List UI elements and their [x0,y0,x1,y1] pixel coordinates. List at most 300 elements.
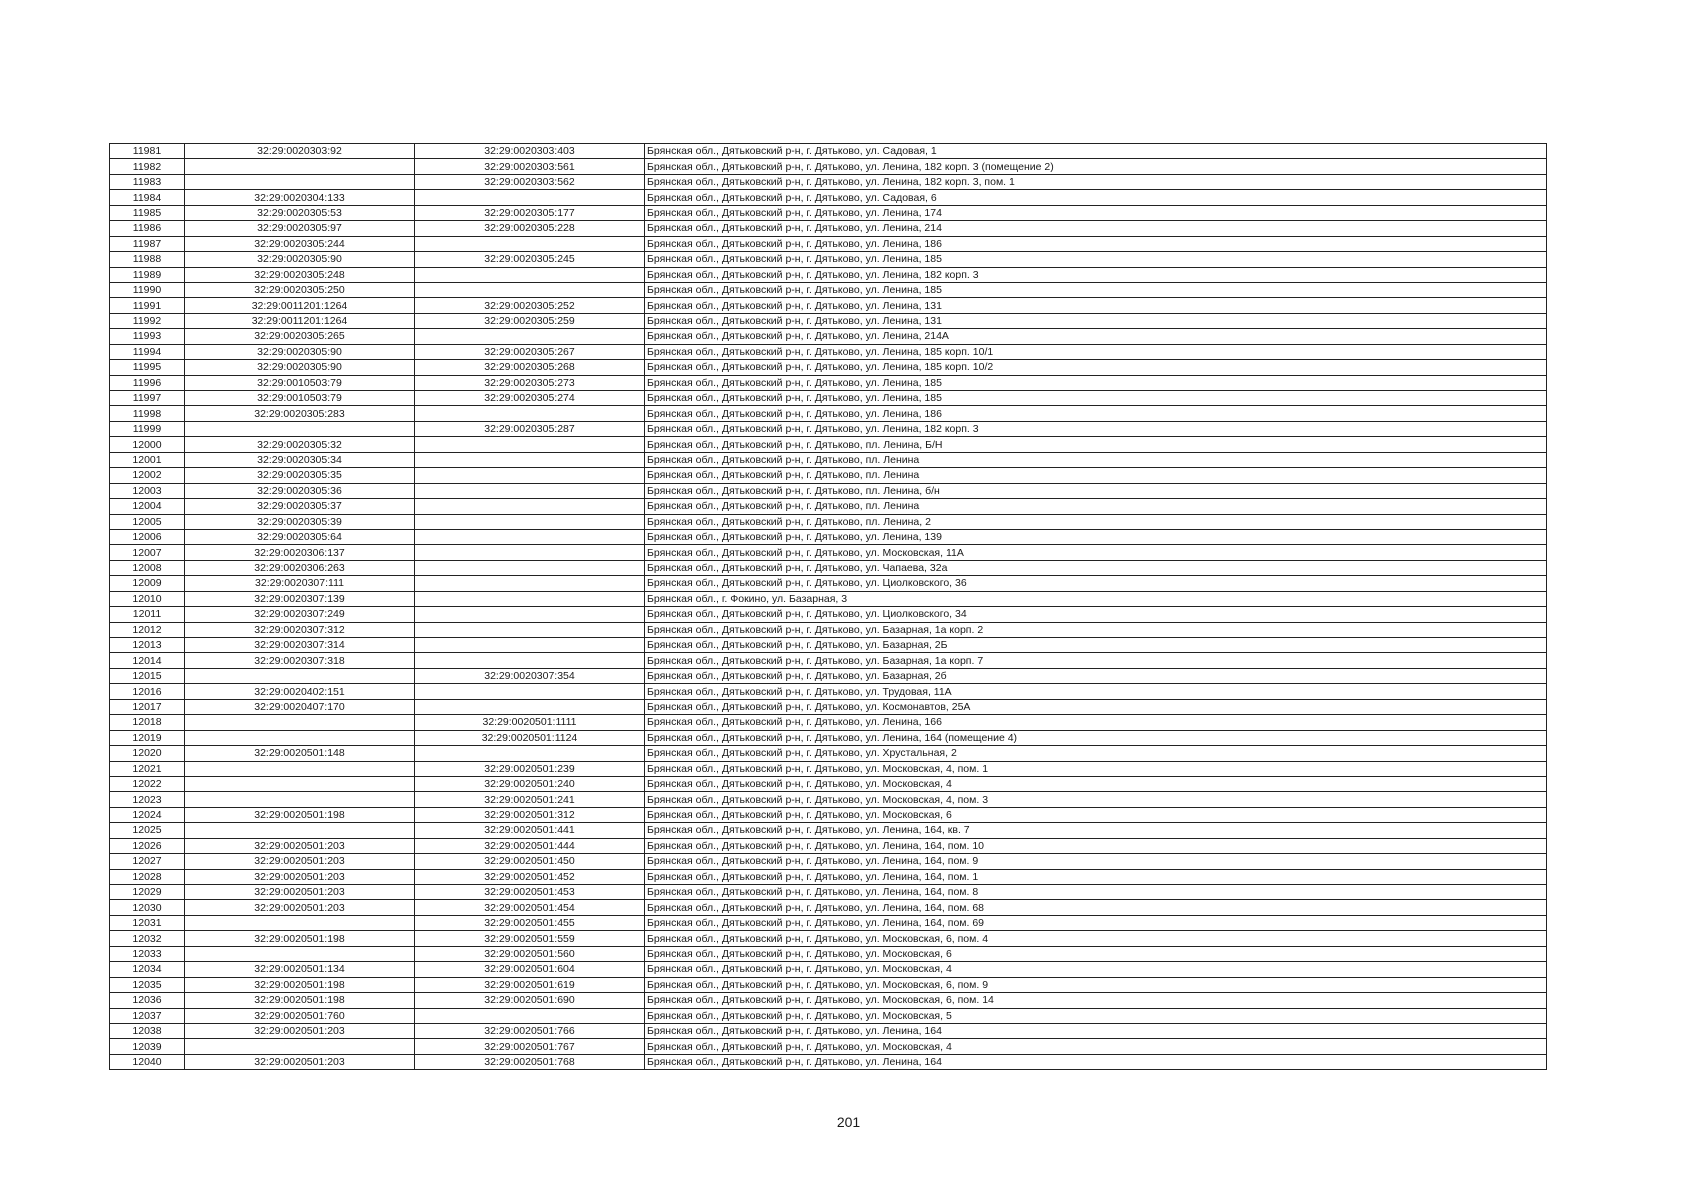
table-row [110,252,1547,267]
land-cadastral-number-cell: 32:29:0020305:32 [185,437,415,452]
address-cell: Брянская обл., Дятьковский р-н, г. Дятьково, ул. Ленина, 185 корп. 10/2 [645,360,1547,375]
land-cadastral-number-cell [185,792,415,807]
land-cadastral-number-cell [185,421,415,436]
row-number-cell: 11994 [110,344,185,359]
row-number-cell: 12024 [110,807,185,822]
address-cell: Брянская обл., Дятьковский р-н, г. Дятьково, ул. Хрустальная, 2 [645,746,1547,761]
address-cell: Брянская обл., Дятьковский р-н, г. Дятьково, ул. Ленина, 164, пом. 10 [645,838,1547,853]
row-number-cell: 12011 [110,607,185,622]
table-row [110,144,1547,159]
object-cadastral-number-cell [415,437,645,452]
object-cadastral-number-cell: 32:29:0020305:287 [415,421,645,436]
row-number-cell: 12007 [110,545,185,560]
object-cadastral-number-cell [415,406,645,421]
land-cadastral-number-cell: 32:29:0020307:111 [185,576,415,591]
table-row [110,962,1547,977]
object-cadastral-number-cell: 32:29:0020501:690 [415,993,645,1008]
page-number: 201 [836,1114,861,1130]
table-row [110,931,1547,946]
table-row [110,282,1547,297]
row-number-cell: 11988 [110,252,185,267]
table-row [110,190,1547,205]
row-number-cell: 11999 [110,421,185,436]
table-row [110,421,1547,436]
land-cadastral-number-cell [185,730,415,745]
row-number-cell: 12038 [110,1023,185,1038]
table-row [110,560,1547,575]
row-number-cell: 12021 [110,761,185,776]
table-row [110,915,1547,930]
land-cadastral-number-cell [185,915,415,930]
table-row [110,607,1547,622]
address-cell: Брянская обл., Дятьковский р-н, г. Дятьково, пл. Ленина [645,499,1547,514]
object-cadastral-number-cell: 32:29:0020501:444 [415,838,645,853]
table-row [110,1039,1547,1054]
row-number-cell: 11982 [110,159,185,174]
address-cell: Брянская обл., Дятьковский р-н, г. Дятьково, ул. Московская, 5 [645,1008,1547,1023]
row-number-cell: 11996 [110,375,185,390]
table-row [110,499,1547,514]
row-number-cell: 12023 [110,792,185,807]
land-cadastral-number-cell: 32:29:0020305:64 [185,529,415,544]
address-cell: Брянская обл., Дятьковский р-н, г. Дятьково, ул. Ленина, 131 [645,298,1547,313]
object-cadastral-number-cell: 32:29:0020501:454 [415,900,645,915]
land-cadastral-number-cell: 32:29:0020305:36 [185,483,415,498]
table-row [110,699,1547,714]
table-row [110,807,1547,822]
address-cell: Брянская обл., Дятьковский р-н, г. Дятьково, ул. Ленина, 164 [645,1054,1547,1069]
object-cadastral-number-cell [415,622,645,637]
object-cadastral-number-cell: 32:29:0020305:274 [415,391,645,406]
land-cadastral-number-cell [185,159,415,174]
land-cadastral-number-cell: 32:29:0020501:134 [185,962,415,977]
object-cadastral-number-cell: 32:29:0020501:450 [415,854,645,869]
row-number-cell: 12003 [110,483,185,498]
address-cell: Брянская обл., Дятьковский р-н, г. Дятьково, ул. Ленина, 164, пом. 68 [645,900,1547,915]
table-row [110,344,1547,359]
object-cadastral-number-cell: 32:29:0020305:245 [415,252,645,267]
row-number-cell: 11985 [110,205,185,220]
row-number-cell: 12018 [110,715,185,730]
table-row [110,360,1547,375]
object-cadastral-number-cell [415,576,645,591]
address-cell: Брянская обл., Дятьковский р-н, г. Дятьково, ул. Ленина, 164, пом. 9 [645,854,1547,869]
table-row [110,174,1547,189]
object-cadastral-number-cell [415,529,645,544]
table-row [110,205,1547,220]
table-row [110,854,1547,869]
address-cell: Брянская обл., Дятьковский р-н, г. Дятьково, ул. Ленина, 214 [645,221,1547,236]
table-row [110,437,1547,452]
object-cadastral-number-cell: 32:29:0020303:562 [415,174,645,189]
land-cadastral-number-cell: 32:29:0020402:151 [185,684,415,699]
row-number-cell: 12005 [110,514,185,529]
land-cadastral-number-cell: 32:29:0020306:263 [185,560,415,575]
address-cell: Брянская обл., Дятьковский р-н, г. Дятьково, ул. Космонавтов, 25А [645,699,1547,714]
land-cadastral-number-cell: 32:29:0020305:248 [185,267,415,282]
registry-table [109,143,1547,1070]
row-number-cell: 12009 [110,576,185,591]
address-cell: Брянская обл., Дятьковский р-н, г. Дятьково, ул. Московская, 6 [645,807,1547,822]
row-number-cell: 12028 [110,869,185,884]
object-cadastral-number-cell: 32:29:0020303:561 [415,159,645,174]
table-row [110,391,1547,406]
address-cell: Брянская обл., Дятьковский р-н, г. Дятьково, ул. Садовая, 1 [645,144,1547,159]
table-row [110,298,1547,313]
address-cell: Брянская обл., Дятьковский р-н, г. Дятьково, ул. Ленина, 185 [645,282,1547,297]
land-cadastral-number-cell: 32:29:0020305:34 [185,452,415,467]
object-cadastral-number-cell [415,499,645,514]
land-cadastral-number-cell: 32:29:0020501:203 [185,854,415,869]
object-cadastral-number-cell: 32:29:0020501:559 [415,931,645,946]
object-cadastral-number-cell [415,560,645,575]
land-cadastral-number-cell: 32:29:0020501:198 [185,807,415,822]
table-row [110,638,1547,653]
land-cadastral-number-cell: 32:29:0020501:203 [185,1054,415,1069]
row-number-cell: 12039 [110,1039,185,1054]
table-row [110,1023,1547,1038]
address-cell: Брянская обл., Дятьковский р-н, г. Дятьково, ул. Чапаева, 32а [645,560,1547,575]
object-cadastral-number-cell: 32:29:0020303:403 [415,144,645,159]
table-row [110,684,1547,699]
object-cadastral-number-cell [415,483,645,498]
object-cadastral-number-cell [415,1008,645,1023]
land-cadastral-number-cell: 32:29:0020305:37 [185,499,415,514]
object-cadastral-number-cell: 32:29:0020307:354 [415,668,645,683]
row-number-cell: 12040 [110,1054,185,1069]
row-number-cell: 12016 [110,684,185,699]
land-cadastral-number-cell: 32:29:0020305:90 [185,344,415,359]
table-row [110,591,1547,606]
address-cell: Брянская обл., Дятьковский р-н, г. Дятьково, ул. Ленина, 185 [645,391,1547,406]
row-number-cell: 12029 [110,885,185,900]
row-number-cell: 12014 [110,653,185,668]
land-cadastral-number-cell: 32:29:0020305:97 [185,221,415,236]
row-number-cell: 12032 [110,931,185,946]
land-cadastral-number-cell: 32:29:0020305:250 [185,282,415,297]
row-number-cell: 11986 [110,221,185,236]
row-number-cell: 12004 [110,499,185,514]
address-cell: Брянская обл., Дятьковский р-н, г. Дятьково, ул. Московская, 4 [645,1039,1547,1054]
land-cadastral-number-cell: 32:29:0020306:137 [185,545,415,560]
address-cell: Брянская обл., Дятьковский р-н, г. Дятьково, ул. Ленина, 164, пом. 69 [645,915,1547,930]
land-cadastral-number-cell: 32:29:0020307:314 [185,638,415,653]
row-number-cell: 12012 [110,622,185,637]
address-cell: Брянская обл., Дятьковский р-н, г. Дятьково, ул. Ленина, 182 корп. 3 (помещение 2) [645,159,1547,174]
object-cadastral-number-cell [415,638,645,653]
row-number-cell: 12036 [110,993,185,1008]
object-cadastral-number-cell [415,236,645,251]
table-row [110,993,1547,1008]
land-cadastral-number-cell: 32:29:0020305:35 [185,468,415,483]
row-number-cell: 12020 [110,746,185,761]
object-cadastral-number-cell: 32:29:0020305:177 [415,205,645,220]
row-number-cell: 12000 [110,437,185,452]
row-number-cell: 11998 [110,406,185,421]
row-number-cell: 12008 [110,560,185,575]
table-row [110,267,1547,282]
object-cadastral-number-cell [415,452,645,467]
land-cadastral-number-cell: 32:29:0020307:249 [185,607,415,622]
object-cadastral-number-cell [415,699,645,714]
object-cadastral-number-cell [415,607,645,622]
object-cadastral-number-cell: 32:29:0020501:441 [415,823,645,838]
land-cadastral-number-cell: 32:29:0020307:312 [185,622,415,637]
land-cadastral-number-cell [185,715,415,730]
table-row [110,483,1547,498]
object-cadastral-number-cell: 32:29:0020305:268 [415,360,645,375]
address-cell: Брянская обл., Дятьковский р-н, г. Дятьково, ул. Ленина, 164, пом. 8 [645,885,1547,900]
land-cadastral-number-cell: 32:29:0020305:265 [185,329,415,344]
row-number-cell: 12013 [110,638,185,653]
table-row [110,576,1547,591]
object-cadastral-number-cell: 32:29:0020501:312 [415,807,645,822]
row-number-cell: 12017 [110,699,185,714]
address-cell: Брянская обл., Дятьковский р-н, г. Дятьково, ул. Ленина, 182 корп. 3, пом. 1 [645,174,1547,189]
land-cadastral-number-cell: 32:29:0011201:1264 [185,298,415,313]
table-row [110,838,1547,853]
address-cell: Брянская обл., Дятьковский р-н, г. Дятьково, ул. Ленина, 164, кв. 7 [645,823,1547,838]
address-cell: Брянская обл., г. Фокино, ул. Базарная, 3 [645,591,1547,606]
table-row [110,977,1547,992]
registry-table-body [110,144,1547,1070]
address-cell: Брянская обл., Дятьковский р-н, г. Дятьково, ул. Ленина, 185 [645,375,1547,390]
address-cell: Брянская обл., Дятьковский р-н, г. Дятьково, ул. Ленина, 186 [645,406,1547,421]
object-cadastral-number-cell [415,190,645,205]
address-cell: Брянская обл., Дятьковский р-н, г. Дятьково, ул. Московская, 6, пом. 9 [645,977,1547,992]
land-cadastral-number-cell [185,761,415,776]
address-cell: Брянская обл., Дятьковский р-н, г. Дятьково, ул. Московская, 6 [645,946,1547,961]
address-cell: Брянская обл., Дятьковский р-н, г. Дятьково, ул. Ленина, 185 [645,252,1547,267]
address-cell: Брянская обл., Дятьковский р-н, г. Дятьково, ул. Московская, 4 [645,776,1547,791]
table-row [110,900,1547,915]
address-cell: Брянская обл., Дятьковский р-н, г. Дятьково, ул. Трудовая, 11А [645,684,1547,699]
table-row [110,406,1547,421]
table-row [110,468,1547,483]
object-cadastral-number-cell: 32:29:0020501:1124 [415,730,645,745]
row-number-cell: 11983 [110,174,185,189]
address-cell: Брянская обл., Дятьковский р-н, г. Дятьково, ул. Ленина, 139 [645,529,1547,544]
land-cadastral-number-cell: 32:29:0020501:198 [185,993,415,1008]
object-cadastral-number-cell: 32:29:0020501:619 [415,977,645,992]
address-cell: Брянская обл., Дятьковский р-н, г. Дятьково, ул. Ленина, 166 [645,715,1547,730]
table-row [110,730,1547,745]
table-row [110,236,1547,251]
row-number-cell: 12034 [110,962,185,977]
object-cadastral-number-cell: 32:29:0020501:767 [415,1039,645,1054]
row-number-cell: 11990 [110,282,185,297]
table-row [110,653,1547,668]
table-row [110,746,1547,761]
land-cadastral-number-cell: 32:29:0020305:90 [185,360,415,375]
table-row [110,946,1547,961]
address-cell: Брянская обл., Дятьковский р-н, г. Дятьково, пл. Ленина, Б/Н [645,437,1547,452]
object-cadastral-number-cell [415,746,645,761]
row-number-cell: 12035 [110,977,185,992]
object-cadastral-number-cell: 32:29:0020501:241 [415,792,645,807]
object-cadastral-number-cell: 32:29:0020501:452 [415,869,645,884]
land-cadastral-number-cell: 32:29:0020501:760 [185,1008,415,1023]
row-number-cell: 11995 [110,360,185,375]
table-row [110,1008,1547,1023]
object-cadastral-number-cell: 32:29:0020501:453 [415,885,645,900]
object-cadastral-number-cell [415,468,645,483]
land-cadastral-number-cell [185,668,415,683]
row-number-cell: 12027 [110,854,185,869]
land-cadastral-number-cell: 32:29:0020501:198 [185,977,415,992]
address-cell: Брянская обл., Дятьковский р-н, г. Дятьково, пл. Ленина, 2 [645,514,1547,529]
object-cadastral-number-cell: 32:29:0020501:766 [415,1023,645,1038]
address-cell: Брянская обл., Дятьковский р-н, г. Дятьково, ул. Ленина, 214А [645,329,1547,344]
address-cell: Брянская обл., Дятьковский р-н, г. Дятьково, ул. Ленина, 164 [645,1023,1547,1038]
address-cell: Брянская обл., Дятьковский р-н, г. Дятьково, ул. Базарная, 2б [645,668,1547,683]
object-cadastral-number-cell: 32:29:0020305:259 [415,313,645,328]
address-cell: Брянская обл., Дятьковский р-н, г. Дятьково, пл. Ленина [645,468,1547,483]
table-row [110,529,1547,544]
table-row [110,823,1547,838]
row-number-cell: 12033 [110,946,185,961]
land-cadastral-number-cell: 32:29:0020307:318 [185,653,415,668]
row-number-cell: 12037 [110,1008,185,1023]
object-cadastral-number-cell: 32:29:0020305:267 [415,344,645,359]
table-row [110,869,1547,884]
table-row [110,452,1547,467]
table-row [110,159,1547,174]
address-cell: Брянская обл., Дятьковский р-н, г. Дятьково, ул. Ленина, 182 корп. 3 [645,267,1547,282]
object-cadastral-number-cell [415,514,645,529]
row-number-cell: 12001 [110,452,185,467]
row-number-cell: 12015 [110,668,185,683]
land-cadastral-number-cell [185,1039,415,1054]
land-cadastral-number-cell [185,946,415,961]
address-cell: Брянская обл., Дятьковский р-н, г. Дятьково, ул. Московская, 6, пом. 4 [645,931,1547,946]
row-number-cell: 11993 [110,329,185,344]
table-row [110,715,1547,730]
land-cadastral-number-cell: 32:29:0020501:203 [185,900,415,915]
address-cell: Брянская обл., Дятьковский р-н, г. Дятьково, ул. Ленина, 164, пом. 1 [645,869,1547,884]
address-cell: Брянская обл., Дятьковский р-н, г. Дятьково, ул. Циолковского, 34 [645,607,1547,622]
land-cadastral-number-cell: 32:29:0011201:1264 [185,313,415,328]
object-cadastral-number-cell [415,684,645,699]
address-cell: Брянская обл., Дятьковский р-н, г. Дятьково, ул. Ленина, 182 корп. 3 [645,421,1547,436]
object-cadastral-number-cell: 32:29:0020501:604 [415,962,645,977]
address-cell: Брянская обл., Дятьковский р-н, г. Дятьково, ул. Ленина, 131 [645,313,1547,328]
land-cadastral-number-cell [185,174,415,189]
land-cadastral-number-cell: 32:29:0020305:53 [185,205,415,220]
table-row [110,221,1547,236]
address-cell: Брянская обл., Дятьковский р-н, г. Дятьково, ул. Ленина, 185 корп. 10/1 [645,344,1547,359]
address-cell: Брянская обл., Дятьковский р-н, г. Дятьково, ул. Московская, 4, пом. 1 [645,761,1547,776]
address-cell: Брянская обл., Дятьковский р-н, г. Дятьково, ул. Московская, 11А [645,545,1547,560]
land-cadastral-number-cell [185,823,415,838]
table-row [110,313,1547,328]
table-row [110,622,1547,637]
land-cadastral-number-cell: 32:29:0020305:39 [185,514,415,529]
land-cadastral-number-cell: 32:29:0020501:203 [185,869,415,884]
row-number-cell: 12006 [110,529,185,544]
address-cell: Брянская обл., Дятьковский р-н, г. Дятьково, ул. Базарная, 1а корп. 2 [645,622,1547,637]
table-row [110,514,1547,529]
address-cell: Брянская обл., Дятьковский р-н, г. Дятьково, пл. Ленина [645,452,1547,467]
table-row [110,1054,1547,1069]
table-row [110,329,1547,344]
row-number-cell: 12030 [110,900,185,915]
address-cell: Брянская обл., Дятьковский р-н, г. Дятьково, ул. Базарная, 2Б [645,638,1547,653]
land-cadastral-number-cell: 32:29:0020304:133 [185,190,415,205]
land-cadastral-number-cell: 32:29:0020501:148 [185,746,415,761]
object-cadastral-number-cell [415,267,645,282]
row-number-cell: 11991 [110,298,185,313]
land-cadastral-number-cell: 32:29:0020501:203 [185,1023,415,1038]
address-cell: Брянская обл., Дятьковский р-н, г. Дятьково, ул. Московская, 4, пом. 3 [645,792,1547,807]
address-cell: Брянская обл., Дятьковский р-н, г. Дятьково, ул. Московская, 4 [645,962,1547,977]
row-number-cell: 12022 [110,776,185,791]
address-cell: Брянская обл., Дятьковский р-н, г. Дятьково, ул. Ленина, 164 (помещение 4) [645,730,1547,745]
table-row [110,545,1547,560]
row-number-cell: 12010 [110,591,185,606]
row-number-cell: 12002 [110,468,185,483]
land-cadastral-number-cell: 32:29:0020307:139 [185,591,415,606]
table-row [110,885,1547,900]
address-cell: Брянская обл., Дятьковский р-н, г. Дятьково, ул. Московская, 6, пом. 14 [645,993,1547,1008]
row-number-cell: 12031 [110,915,185,930]
address-cell: Брянская обл., Дятьковский р-н, г. Дятьково, ул. Ленина, 186 [645,236,1547,251]
table-row [110,792,1547,807]
address-cell: Брянская обл., Дятьковский р-н, г. Дятьково, пл. Ленина, б/н [645,483,1547,498]
object-cadastral-number-cell: 32:29:0020501:239 [415,761,645,776]
object-cadastral-number-cell: 32:29:0020501:560 [415,946,645,961]
table-row [110,761,1547,776]
land-cadastral-number-cell: 32:29:0020303:92 [185,144,415,159]
object-cadastral-number-cell: 32:29:0020501:1111 [415,715,645,730]
row-number-cell: 11987 [110,236,185,251]
table-row [110,776,1547,791]
object-cadastral-number-cell [415,545,645,560]
land-cadastral-number-cell: 32:29:0020305:244 [185,236,415,251]
object-cadastral-number-cell [415,329,645,344]
land-cadastral-number-cell: 32:29:0020305:283 [185,406,415,421]
object-cadastral-number-cell: 32:29:0020501:240 [415,776,645,791]
land-cadastral-number-cell: 32:29:0010503:79 [185,375,415,390]
row-number-cell: 11997 [110,391,185,406]
row-number-cell: 11992 [110,313,185,328]
table-row [110,375,1547,390]
row-number-cell: 11989 [110,267,185,282]
land-cadastral-number-cell: 32:29:0020305:90 [185,252,415,267]
object-cadastral-number-cell: 32:29:0020501:455 [415,915,645,930]
row-number-cell: 12019 [110,730,185,745]
table-row [110,668,1547,683]
row-number-cell: 12026 [110,838,185,853]
row-number-cell: 11981 [110,144,185,159]
address-cell: Брянская обл., Дятьковский р-н, г. Дятьково, ул. Циолковского, 36 [645,576,1547,591]
object-cadastral-number-cell: 32:29:0020305:252 [415,298,645,313]
land-cadastral-number-cell: 32:29:0020501:203 [185,838,415,853]
address-cell: Брянская обл., Дятьковский р-н, г. Дятьково, ул. Садовая, 6 [645,190,1547,205]
object-cadastral-number-cell: 32:29:0020501:768 [415,1054,645,1069]
row-number-cell: 11984 [110,190,185,205]
object-cadastral-number-cell: 32:29:0020305:273 [415,375,645,390]
object-cadastral-number-cell [415,282,645,297]
row-number-cell: 12025 [110,823,185,838]
object-cadastral-number-cell [415,653,645,668]
address-cell: Брянская обл., Дятьковский р-н, г. Дятьково, ул. Ленина, 174 [645,205,1547,220]
object-cadastral-number-cell [415,591,645,606]
land-cadastral-number-cell: 32:29:0010503:79 [185,391,415,406]
address-cell: Брянская обл., Дятьковский р-н, г. Дятьково, ул. Базарная, 1а корп. 7 [645,653,1547,668]
land-cadastral-number-cell [185,776,415,791]
land-cadastral-number-cell: 32:29:0020501:198 [185,931,415,946]
